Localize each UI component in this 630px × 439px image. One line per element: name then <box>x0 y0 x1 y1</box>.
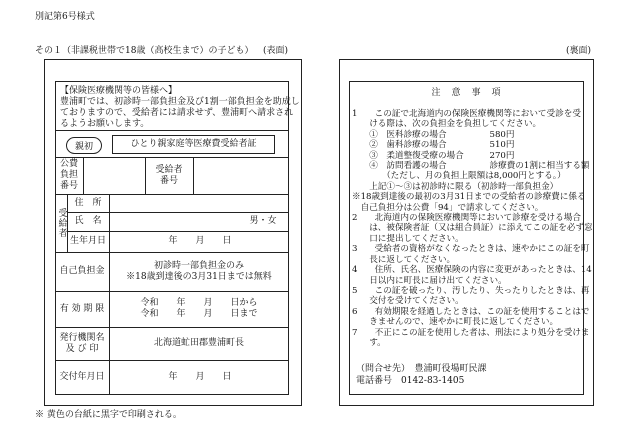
notice-line: 豊浦町では、初診時一部負担金及び1割一部負担金を助成し <box>60 97 300 107</box>
card-title: ひとり親家庭等医療費受給者証 <box>130 139 257 149</box>
notes-title: 注 意 事 項 <box>431 87 502 98</box>
notes-line: きませんので、速やかに町長に返してください。 <box>352 317 559 328</box>
contact-phone: 電話番号 0142-83-1405 <box>356 376 465 386</box>
notes-line: 5 この証を破ったり、汚したり、失ったりしたときは、再 <box>352 285 590 296</box>
notes-line: 上記①～③は初診時に限る（初診時一部負担金） <box>352 181 559 192</box>
footnote: ※ 黄色の台紙に黒字で印刷される。 <box>35 410 182 420</box>
issue-date-label: 交付年月日 <box>59 372 105 382</box>
notes-line: ける際は、次の負担金を負担してください。 <box>352 119 542 130</box>
name-label: 氏 名 <box>74 216 102 226</box>
notes-line: （ただし、月の負担上限額は8,000円とする。） <box>352 171 566 182</box>
gender-field: 男・女 <box>249 216 277 226</box>
notes-line: 長に返してください。 <box>352 254 456 265</box>
recipient-section-label: 受給者 <box>56 208 67 238</box>
notice-line: ておりますので、受給者には請求せず、豊浦町へ請求され <box>60 108 294 118</box>
notes-line: 2 北海道内の保険医療機関等において診療を受ける場合 <box>352 213 581 224</box>
notes-line: 7 不正にこの証を使用した者は、刑法により処分を受けま <box>352 327 590 338</box>
recipient-number-label: 受給者 番号 <box>155 164 183 186</box>
notes-line: は、被保険者証（又は組合員証）に添えてこの証を必ず窓 <box>352 223 593 234</box>
notes-line: 日以内に町長に届け出てください。 <box>352 275 507 286</box>
notice-title: 【保険医療機関等の皆様へ】 <box>60 86 178 96</box>
program-badge: 親初 <box>66 137 102 154</box>
notes-line: 自己負担分は公費「94」で請求してください。 <box>352 202 544 213</box>
copay-label: 自己負担金 <box>59 266 105 276</box>
notes-line: す。 <box>352 337 386 348</box>
subtitle: その１（非課税世帯で18歳（高校生まで）の子ども） <box>35 46 254 56</box>
notes-line: ② 歯科診療の場合 510円 <box>352 140 515 151</box>
payer-number-label: 公費 負担 番号 <box>59 159 78 191</box>
notes-line: ※18歳到達後の最初の3月31日までの受給者の診療費に係る <box>352 192 586 203</box>
notes-line: 交付を受けてください。 <box>352 296 464 307</box>
validity-label: 有 効 期 限 <box>59 303 105 314</box>
notes-line: 1 この証で北海道内の保険医療機関等において受診を受 <box>352 109 581 119</box>
notes-line: 6 有効期限を経過したときは、この証を使用することはで <box>352 306 590 317</box>
validity-value: 令和 年 月 日から 令和 年 月 日まで <box>140 298 258 319</box>
notes-list <box>352 109 593 348</box>
front-label: (表面) <box>263 46 289 56</box>
copay-value: 初診時一部負担金のみ ※18歳到達後の3月31日までは無料 <box>126 260 272 282</box>
issuer-label: 発行機関名 及 び 印 <box>59 332 105 354</box>
notes-line: ③ 柔道整復受療の場合 270円 <box>352 150 515 161</box>
notes-line: 口に提出してください。 <box>352 233 464 244</box>
contact-label: （問合せ先） 豊浦町役場町民課 <box>356 364 487 374</box>
notice-line: るようお願いします。 <box>60 119 150 129</box>
notice-block <box>60 86 300 130</box>
birth-date-label: 生年月日 <box>69 236 106 246</box>
back-label: (裏面) <box>566 46 592 56</box>
form-id: 別記第6号様式 <box>35 12 95 22</box>
notes-line: 4 住所、氏名、医療保険の内容に変更があったときは、14 <box>352 265 592 276</box>
notes-line: ④ 訪問看護の場合 診療費の1割に相当する額 <box>352 161 590 172</box>
notes-line: ① 医科診療の場合 580円 <box>352 129 515 140</box>
address-label: 住 所 <box>74 197 102 208</box>
notes-line: 3 受給者の資格がなくなったときは、速やかにこの証を町 <box>352 244 590 255</box>
birth-date-value: 年 月 日 <box>168 236 232 246</box>
issue-date-value: 年 月 日 <box>168 372 232 382</box>
issuer-value: 北海道虻田郡豊浦町長 <box>153 338 244 348</box>
